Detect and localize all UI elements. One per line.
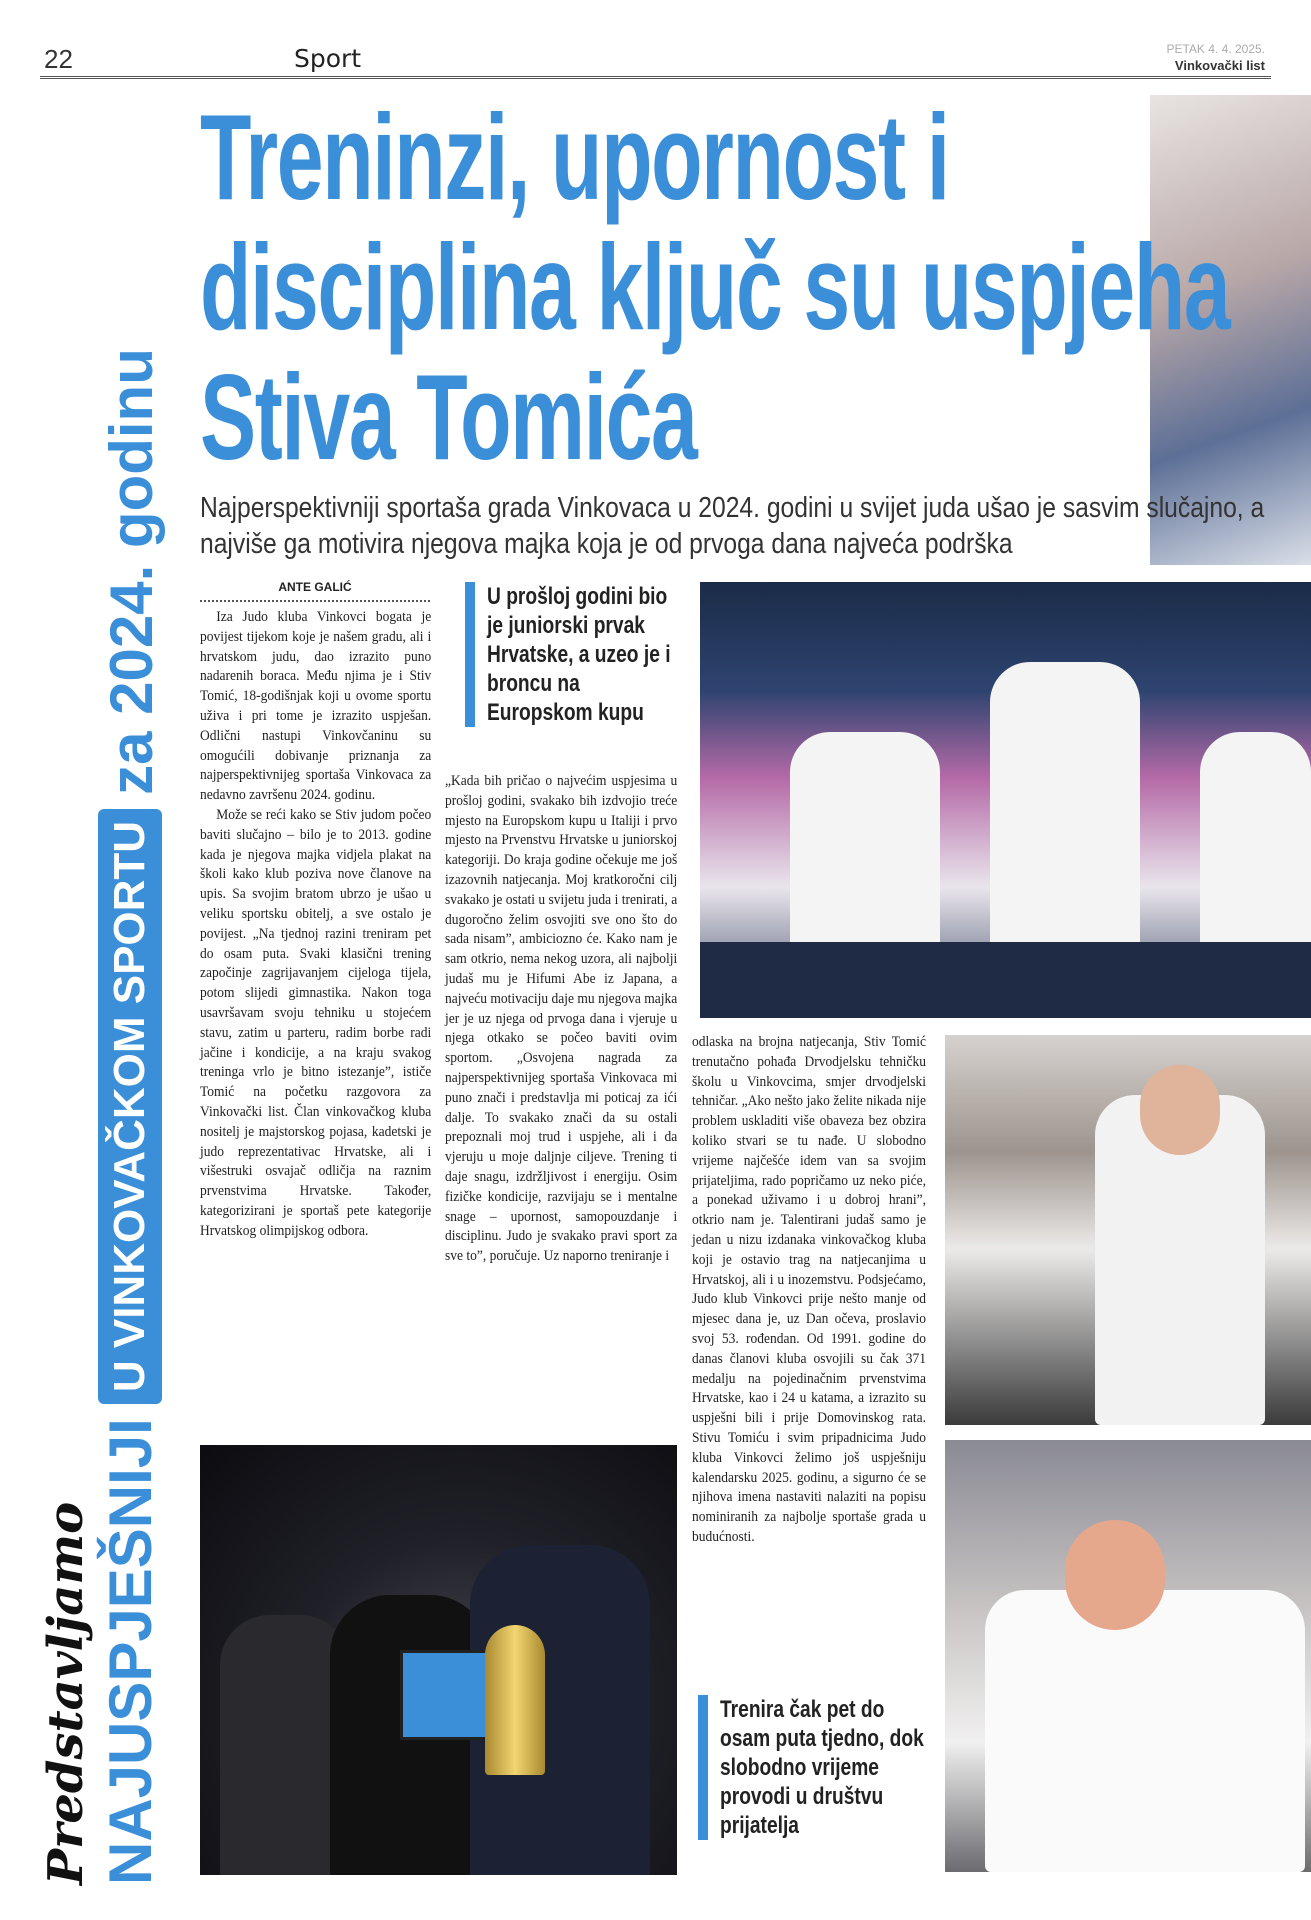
header-rule — [40, 76, 1271, 79]
sidebar-kicker: Predstavljamo — [38, 1501, 94, 1885]
sidebar-band: U VINKOVAČKOM SPORTU — [98, 809, 162, 1404]
sidebar-title: NAJUSPJEŠNIJI — [97, 1418, 164, 1885]
judo-action-photo — [945, 1440, 1311, 1872]
sidebar-year: za 2024. godinu — [98, 348, 165, 795]
body-column-3 — [692, 1033, 926, 1548]
award-photo — [200, 1445, 677, 1875]
paragraph: Može se reći kako se Stiv judom počeo baviti slučajno – bilo je to 2013. godine kada je njegova majka vidjela plakat na školi kako klub poziva nove članove na upis. Sa svojim bratom ubrzo je ušao u veliku sportsku obitelj, a sve ostalo je povijest. „Na tjednoj razini treniram pet do osam puta. Svaki klasični trening započinje zagrijavanjem cijeloga tijela, potom slijedi gimnastika. Nakon toga usavršavam svoju tehniku u stojećem stavu, zatim u parteru, radim borbe radi jačine i kondicije, a na kraju svakog treninga vrlo je bitno istezanje”, ističe Tomić na početku razgovora za Vinkovački list. Član vinkovačkog kluba nositelj je majstorskog pojasa, kadetski je judo reprezentativac Hrvatske, ali i višestruki osvajač odličja na raznim prvenstvima Hrvatske. Također, kategorizirani je sportaš pete kategorije Hrvatskog olimpijskog odbora. — [200, 806, 432, 1239]
sidebar-title-group — [36, 1418, 166, 1885]
series-sidebar — [36, 95, 166, 1885]
paragraph: odlaska na brojna natjecanja, Stiv Tomić trenutačno pohađa Drvodjelsku tehničku školu u Vinkovcima, smjer drvodjelski tehničar. „Ako nešto jako želite nikada nije problem uskladiti više obaveza bez obzira koliko stvari se tu nađe. U slobodno vrijeme najčešće idem van sa svojim prijateljima, rado popričamo uz neko piće, a ponekad uživamo i u dobroj hrani”, otkrio nam je. Talentirani judaš samo je jedan u nizu izdanaka vinkovačkog kluba koji je ostavio trag na natjecanjima u Hrvatskoj, ali i u inozemstvu. Podsjećamo, Judo klub Vinkovci prije nešto manje od mjesec dana je, uz Dan očeva, proslavio svoj 53. rođendan. Od 1991. godine do danas članovi kluba osvojili su čak 371 medalju na pojedinačnim prvenstvima Hrvatske, kao i 24 u katama, a izrazito su uspješni bili i prije Domovinskog rata. Stivu Tomiću i svim pripadnicima Judo kluba Vinkovci želimo još uspješniju kalendarsku 2025. godinu, a sigurno će se njihova imena nastaviti nalaziti na popisu nominiranih za najbolje sportaše grada u budućnosti. — [692, 1034, 926, 1545]
section-label: Sport — [294, 44, 362, 73]
pull-quote — [465, 582, 680, 727]
byline: ANTE GALIĆ — [200, 580, 430, 602]
podium-photo — [700, 582, 1311, 1018]
paragraph: „Kada bih pričao o najvećim uspjesima u prošloj godini, svakako bih izdvojio treće mjesto na Europskom kupu u Italiji i prvo mjesto na Prvenstvu Hrvatske u juniorskoj kategoriji. Do kraja godine očekuje me još izazovnih natjecanja. Moj kratkoročni cilj svakako je ostati u svijetu juda i trenirati, a dugoročno želim osvojiti sve ono što do sada nisam”, ambiciozno će. Kako nam je sam otkrio, nema nekog uzora, ali najbolji judaš mu je Hifumi Abe iz Japana, a najveću motivaciju daje mu njegova majka jer je uz njega od prvoga dana i vjeruje u njega otkako se počeo baviti ovim sportom. „Osvojena nagrada za najperspektivnijeg sportaša Vinkovaca mi puno znači i predstavlja mi poticaj za ići dalje. To svakako znači da su ostali prepoznali moj trud i uspjehe, ali i da vjeruju u moje daljnje ciljeve. Trening ti daje snagu, izdržljivost i energiju. Osim fizičke kondicije, razvijaju se i mentalne snage – upornost, samopouzdanje i disciplinu. Judo je svakako pravi sport za sve to”, poručuje. Uz naporno treniranje i — [445, 773, 678, 1265]
body-column-2 — [445, 772, 677, 1267]
pull-quote-text: Trenira čak pet do osam puta tjedno, dok slobodno vrijeme provodi u društvu prijatelja — [720, 1696, 924, 1839]
subheadline: Najperspektivniji sportaša grada Vinkovaca u 2024. godini u svijet juda ušao je sasvim slučajno, a najviše ga motivira njegova majka koja je od prvoga dana najveća podrška — [200, 492, 1265, 560]
headline: Treninzi, upornost i disciplina ključ su uspjeha Stiva Tomića — [200, 89, 1230, 485]
body-column-1 — [200, 608, 431, 1242]
page-number: 22 — [44, 44, 73, 74]
newspaper-name: Vinkovački list — [1174, 58, 1265, 73]
issue-date: PETAK 4. 4. 2025. — [1166, 42, 1265, 56]
pull-quote — [698, 1695, 926, 1840]
coach-photo — [945, 1035, 1311, 1425]
paragraph: Iza Judo kluba Vinkovci bogata je povijest tijekom koje je našem gradu, ali i hrvatskom judu, dao izrazito puno nadarenih boraca. Među njima je i Stiv Tomić, 18-godišnjak koji u ovome sportu uživa i pri tome je izrazito uspješan. Odlični nastupi Vinkovčaninu su omogućili dobivanje priznanja za najperspektivnijeg sportaša Vinkovaca za nedavno završenu 2024. godinu. — [200, 609, 432, 804]
pull-quote-text: U prošloj godini bio je juniorski prvak Hrvatske, a uzeo je i broncu na Europskom kupu — [487, 583, 671, 726]
